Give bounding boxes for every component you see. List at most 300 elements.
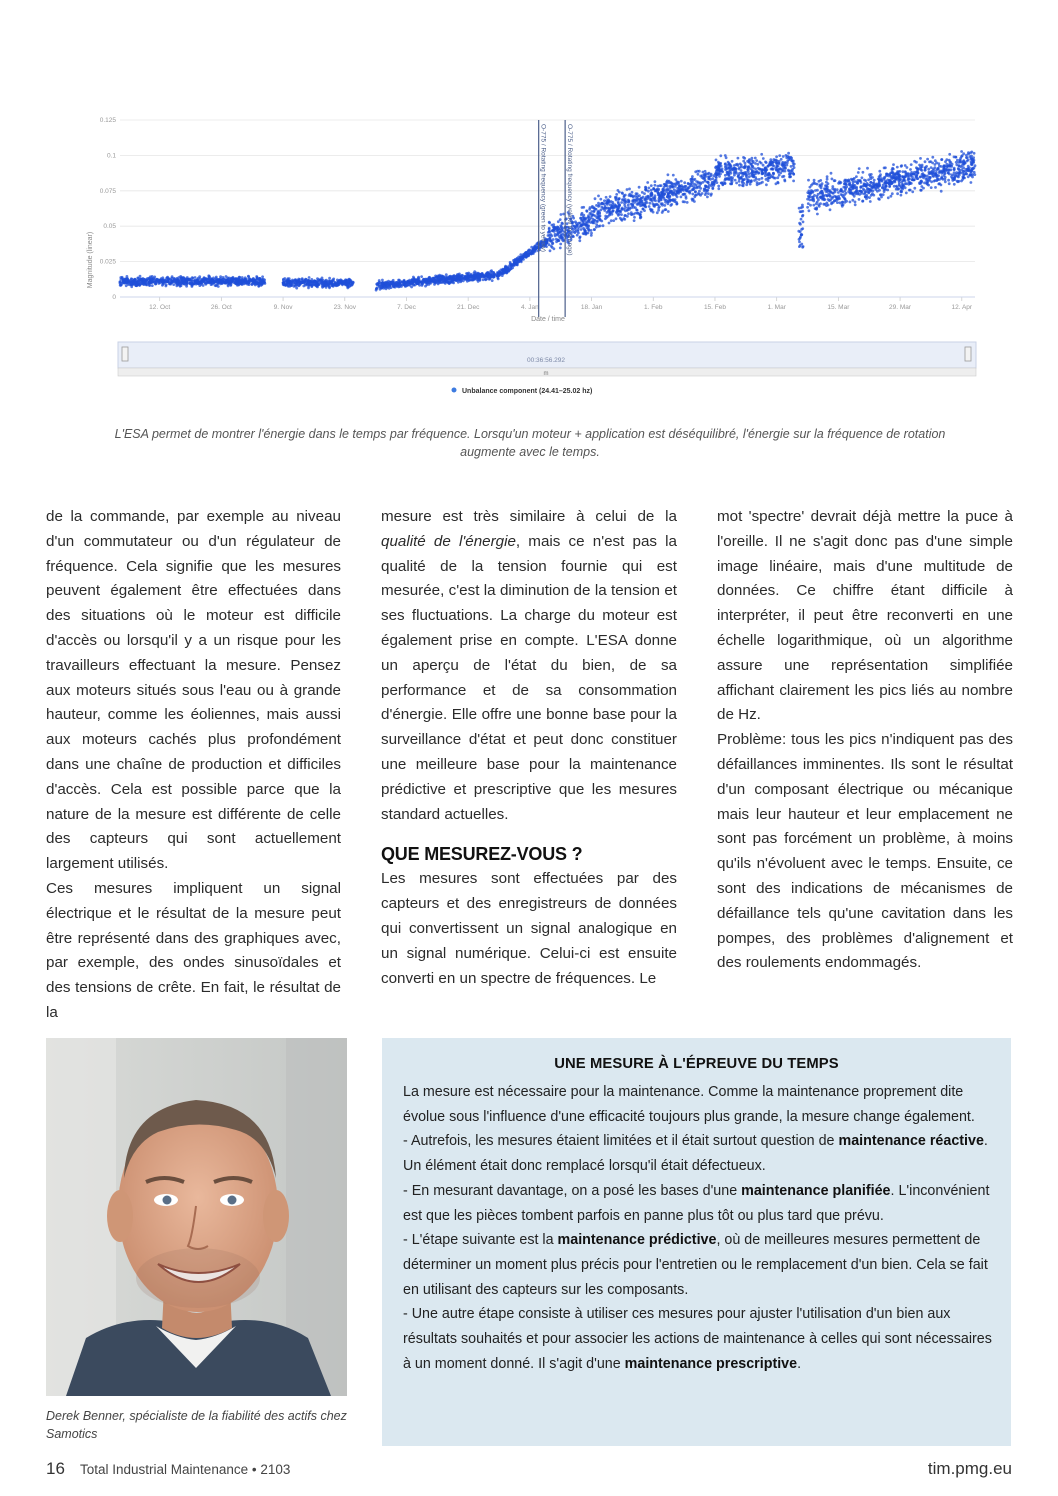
data-point — [143, 278, 146, 281]
data-point — [942, 166, 945, 169]
data-point — [675, 194, 678, 197]
data-point — [731, 160, 734, 163]
data-point — [900, 164, 903, 167]
data-point — [937, 167, 940, 170]
data-point — [747, 179, 750, 182]
data-point — [645, 200, 648, 203]
data-point — [491, 273, 494, 276]
data-point — [585, 221, 588, 224]
data-point — [667, 193, 670, 196]
data-point — [690, 180, 693, 183]
data-point — [532, 251, 535, 254]
chart-annotations — [539, 120, 573, 317]
data-point — [597, 195, 600, 198]
data-point — [857, 171, 860, 174]
text-run: - En mesurant davantage, on a posé les bases d'une — [403, 1182, 742, 1199]
data-point — [843, 182, 846, 185]
data-point — [513, 261, 516, 264]
data-point — [261, 281, 264, 284]
data-point — [937, 174, 940, 177]
data-point — [590, 232, 593, 235]
data-point — [577, 230, 580, 233]
data-point — [554, 235, 557, 238]
data-point — [478, 277, 481, 280]
data-point — [609, 195, 612, 198]
data-point — [813, 181, 816, 184]
data-point — [686, 201, 689, 204]
data-point — [962, 159, 965, 162]
data-point — [737, 157, 740, 160]
data-point — [230, 283, 233, 286]
data-point — [596, 212, 599, 215]
text-run: . L'inconvénient est que les pièces tombent parfois en panne plus tôt ou plus tard que prévu. — [403, 1182, 990, 1224]
data-point — [645, 188, 648, 191]
data-point — [808, 209, 811, 212]
data-point — [474, 276, 477, 279]
data-point — [620, 201, 623, 204]
data-point — [735, 182, 738, 185]
chart-navigator[interactable] — [118, 342, 976, 377]
data-point — [965, 156, 968, 159]
data-point — [882, 184, 885, 187]
data-point — [928, 171, 931, 174]
data-point — [657, 207, 660, 210]
data-point — [620, 213, 623, 216]
data-point — [961, 154, 964, 157]
data-point — [381, 279, 384, 282]
data-point — [786, 155, 789, 158]
data-point — [344, 283, 347, 286]
data-point — [724, 174, 727, 177]
data-point — [559, 247, 562, 250]
data-point — [707, 181, 710, 184]
data-point — [683, 181, 686, 184]
data-point — [847, 179, 850, 182]
x-tick-label: 29. Mar — [889, 304, 912, 311]
y-axis-ticks — [100, 117, 117, 301]
data-point — [930, 186, 933, 189]
data-point — [597, 202, 600, 205]
data-point — [802, 221, 805, 224]
emphasis-text: qualité de l'énergie — [381, 532, 516, 550]
data-point — [255, 275, 258, 278]
chart-legend[interactable] — [452, 388, 593, 396]
data-point — [787, 152, 790, 155]
data-point — [667, 200, 670, 203]
data-point — [838, 180, 841, 183]
data-point — [132, 282, 135, 285]
data-point — [891, 177, 894, 180]
data-point — [601, 202, 604, 205]
data-point — [704, 193, 707, 196]
data-point — [812, 198, 815, 201]
data-point — [792, 180, 795, 183]
data-point — [507, 270, 510, 273]
data-point — [703, 188, 706, 191]
data-point — [580, 224, 583, 227]
data-point — [717, 164, 720, 167]
data-point — [646, 181, 649, 184]
data-point — [390, 281, 393, 284]
data-point — [578, 239, 581, 242]
data-point — [967, 175, 970, 178]
figure-caption: L'ESA permet de montrer l'énergie dans le temps par fréquence. Lorsqu'un moteur + application est déséquilibré, l'énergie sur la fréquence de rotation augmente avec le temps. — [114, 427, 946, 459]
data-point — [864, 179, 867, 182]
data-point — [622, 217, 625, 220]
data-point — [815, 207, 818, 210]
data-point — [638, 213, 641, 216]
bold-text: maintenance prédictive — [557, 1232, 717, 1249]
data-point — [650, 184, 653, 187]
data-point — [734, 179, 737, 182]
data-point — [561, 237, 564, 240]
data-point — [924, 160, 927, 163]
data-point — [612, 219, 615, 222]
data-point — [955, 163, 958, 166]
data-point — [143, 283, 146, 286]
y-tick-label: 0.075 — [99, 187, 116, 195]
legend-label: Unbalance component (24.41–25.02 hz) — [462, 388, 593, 395]
data-point — [417, 276, 420, 279]
data-point — [559, 231, 562, 234]
data-point — [933, 180, 936, 183]
data-point — [773, 160, 776, 163]
data-point — [762, 157, 765, 160]
data-point — [579, 222, 582, 225]
data-point — [899, 170, 902, 173]
data-point — [729, 164, 732, 167]
data-point — [910, 171, 913, 174]
data-point — [310, 283, 313, 286]
data-point — [617, 189, 620, 192]
data-point — [844, 198, 847, 201]
data-point — [861, 176, 864, 179]
data-point — [739, 177, 742, 180]
data-point — [893, 185, 896, 188]
data-point — [944, 180, 947, 183]
data-point — [510, 267, 513, 270]
data-point — [726, 177, 729, 180]
data-point — [486, 278, 489, 281]
data-point — [827, 204, 830, 207]
data-point — [549, 249, 552, 252]
data-point — [652, 211, 655, 214]
data-point — [633, 201, 636, 204]
data-point — [481, 275, 484, 278]
y-tick-label: 0.1 — [106, 152, 116, 160]
data-point — [553, 229, 556, 232]
data-point — [890, 195, 893, 198]
data-point — [888, 173, 891, 176]
data-point — [869, 181, 872, 184]
data-point — [137, 281, 140, 284]
data-point — [217, 282, 220, 285]
data-point — [307, 285, 310, 288]
data-point — [800, 243, 803, 246]
data-point — [418, 284, 421, 287]
data-point — [854, 193, 857, 196]
website-link[interactable]: tim.pmg.eu — [927, 1459, 1012, 1478]
data-point — [661, 195, 664, 198]
data-point — [812, 204, 815, 207]
paragraph: Les mesures sont effectuées par des capteurs et des enregistreurs de données qui convertissent un signal analogique en un signal numérique. Celui-ci est ensuite converti en un spectre de fréquences. Le — [381, 870, 677, 987]
data-point — [557, 239, 560, 242]
data-point — [948, 153, 951, 156]
data-point — [608, 222, 611, 225]
data-point — [834, 179, 837, 182]
data-point — [831, 192, 834, 195]
data-point — [548, 221, 551, 224]
data-point — [792, 173, 795, 176]
data-point — [680, 188, 683, 191]
data-point — [593, 228, 596, 231]
data-point — [636, 203, 639, 206]
data-point — [965, 154, 968, 157]
data-point — [966, 160, 969, 163]
data-point — [761, 177, 764, 180]
data-point — [559, 224, 562, 227]
data-point — [134, 279, 137, 282]
sidebar-box — [382, 1038, 1011, 1446]
data-point — [727, 173, 730, 176]
data-point — [489, 278, 492, 281]
data-point — [953, 177, 956, 180]
data-point — [762, 164, 765, 167]
data-point — [837, 195, 840, 198]
data-point — [148, 284, 151, 287]
data-point — [784, 166, 787, 169]
data-point — [197, 277, 200, 280]
data-point — [862, 188, 865, 191]
data-point — [841, 194, 844, 197]
data-point — [168, 283, 171, 286]
data-point — [738, 184, 741, 187]
data-point — [929, 160, 932, 163]
data-point — [924, 166, 927, 169]
data-point — [905, 175, 908, 178]
data-point — [940, 158, 943, 161]
data-point — [388, 285, 391, 288]
data-point — [699, 194, 702, 197]
data-point — [550, 245, 553, 248]
data-point — [789, 175, 792, 178]
data-point — [171, 280, 174, 283]
data-point — [682, 193, 685, 196]
data-point — [194, 279, 197, 282]
data-point — [551, 224, 554, 227]
data-point — [172, 283, 175, 286]
data-point — [729, 182, 732, 185]
data-point — [633, 216, 636, 219]
data-point — [517, 258, 520, 261]
data-point — [126, 280, 129, 283]
data-point — [829, 189, 832, 192]
data-point — [378, 279, 381, 282]
data-point — [850, 189, 853, 192]
data-point — [923, 182, 926, 185]
data-point — [624, 209, 627, 212]
navigator-right-handle[interactable] — [965, 347, 971, 361]
x-tick-label: 4. Jan — [521, 304, 539, 311]
data-point — [926, 158, 929, 161]
data-point — [800, 210, 803, 213]
data-point — [528, 253, 531, 256]
data-point — [969, 155, 972, 158]
data-point — [202, 279, 205, 282]
data-point — [725, 156, 728, 159]
data-point — [848, 183, 851, 186]
data-point — [398, 279, 401, 282]
data-point — [680, 180, 683, 183]
data-point — [831, 185, 834, 188]
data-point — [616, 212, 619, 215]
data-point — [714, 172, 717, 175]
paragraph — [381, 505, 677, 827]
data-point — [919, 165, 922, 168]
data-point — [775, 155, 778, 158]
data-point — [314, 280, 317, 283]
data-point — [904, 182, 907, 185]
data-point — [375, 283, 378, 286]
data-point — [717, 185, 720, 188]
data-point — [513, 264, 516, 267]
data-point — [755, 170, 758, 173]
x-tick-label: 12. Apr — [951, 304, 973, 311]
data-point — [819, 196, 822, 199]
data-point — [315, 284, 318, 287]
data-point — [717, 187, 720, 190]
data-point — [685, 197, 688, 200]
data-point — [582, 206, 585, 209]
data-point — [744, 162, 747, 165]
data-point — [758, 161, 761, 164]
data-point — [497, 278, 500, 281]
data-point — [873, 179, 876, 182]
data-point — [687, 182, 690, 185]
data-point — [876, 183, 879, 186]
data-point — [629, 195, 632, 198]
data-point — [654, 180, 657, 183]
data-point — [745, 183, 748, 186]
data-point — [716, 181, 719, 184]
data-point — [963, 173, 966, 176]
data-point — [583, 223, 586, 226]
data-point — [857, 179, 860, 182]
data-point — [232, 277, 235, 280]
data-point — [162, 278, 165, 281]
data-point — [136, 277, 139, 280]
data-point — [841, 201, 844, 204]
data-point — [825, 184, 828, 187]
data-point — [714, 179, 717, 182]
data-point — [617, 206, 620, 209]
data-point — [559, 218, 562, 221]
data-point — [746, 168, 749, 171]
data-point — [445, 273, 448, 276]
data-point — [287, 280, 290, 283]
data-point — [486, 275, 489, 278]
data-point — [806, 206, 809, 209]
data-point — [648, 205, 651, 208]
data-point — [707, 192, 710, 195]
paragraph: Problème: tous les pics n'indiquent pas des défaillances imminentes. Ils sont le résultat d'un composant électrique ou mécanique mais leur hauteur et leur emplacement ne sont pas forcément un problème, à moins qu'ils n'évoluent avec le temps. Ensuite, ce sont des indications de mécanismes de défaillance tels qu'une cavitation dans les pompes, des problèmes d'alignement et des roulements endommagés. — [717, 731, 1013, 972]
data-point — [971, 163, 974, 166]
data-point — [667, 202, 670, 205]
data-point — [769, 158, 772, 161]
data-point — [941, 175, 944, 178]
data-point — [908, 189, 911, 192]
data-point — [712, 184, 715, 187]
data-point — [826, 190, 829, 193]
data-point — [283, 277, 286, 280]
data-point — [859, 190, 862, 193]
data-point — [951, 173, 954, 176]
data-point — [139, 275, 142, 278]
data-point — [468, 275, 471, 278]
data-point — [121, 277, 124, 280]
data-point — [899, 179, 902, 182]
sidebar-title: UNE MESURE À L'ÉPREUVE DU TEMPS — [554, 1056, 839, 1072]
data-point — [972, 160, 975, 163]
data-point — [600, 220, 603, 223]
data-point — [856, 182, 859, 185]
data-point — [777, 168, 780, 171]
annotation-label: O-775 / Rotating frequency (green to yellow) — [539, 124, 547, 252]
data-point — [693, 183, 696, 186]
data-point — [553, 247, 556, 250]
x-tick-label: 15. Mar — [827, 304, 850, 311]
data-point — [784, 180, 787, 183]
data-point — [801, 204, 804, 207]
data-point — [884, 181, 887, 184]
article-column-3 — [717, 505, 1013, 976]
data-point — [926, 175, 929, 178]
data-point — [816, 213, 819, 216]
data-point — [587, 224, 590, 227]
data-point — [628, 207, 631, 210]
data-point — [760, 153, 763, 156]
data-point — [859, 185, 862, 188]
data-point — [559, 243, 562, 246]
data-point — [615, 193, 618, 196]
data-point — [916, 167, 919, 170]
data-point — [515, 259, 518, 262]
data-point — [482, 278, 485, 281]
data-point — [876, 185, 879, 188]
data-point — [851, 186, 854, 189]
data-point — [633, 219, 636, 222]
data-point — [872, 194, 875, 197]
data-point — [721, 168, 724, 171]
data-point — [709, 178, 712, 181]
data-point — [626, 188, 629, 191]
data-point — [776, 163, 779, 166]
data-point — [588, 208, 591, 211]
data-point — [778, 154, 781, 157]
data-point — [548, 227, 551, 230]
data-point — [886, 179, 889, 182]
data-point — [646, 198, 649, 201]
data-point — [798, 245, 801, 248]
data-point — [177, 280, 180, 283]
data-point — [375, 289, 378, 292]
navigator-left-handle[interactable] — [122, 347, 128, 361]
data-point — [639, 217, 642, 220]
data-point — [879, 194, 882, 197]
x-tick-label: 15. Feb — [703, 304, 726, 311]
data-point — [592, 218, 595, 221]
data-point — [830, 202, 833, 205]
